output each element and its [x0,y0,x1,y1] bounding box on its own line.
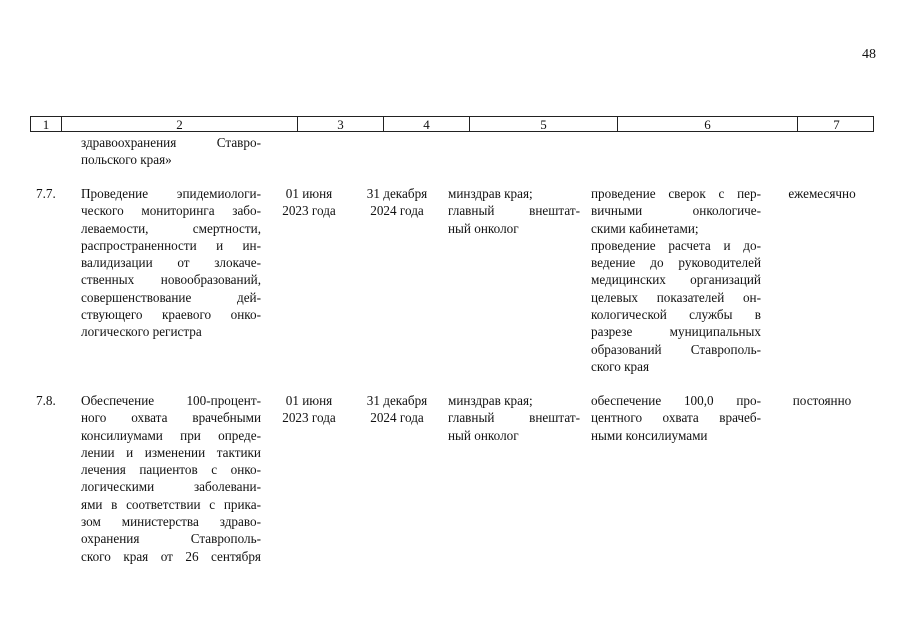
result-line: ского края [591,358,650,374]
start-date-line: 2023 года [282,410,336,426]
result-line: ведение до руководителей [591,255,761,271]
header-col-5: 5 [469,117,617,131]
row-name-line: ческого мониторинга забо- [81,203,261,219]
row-name-line: ственных новообразований, [81,272,261,288]
row-end-date [352,185,442,220]
page-number: 48 [862,47,876,62]
result-line: ными консилиумами [591,427,708,443]
start-date-line: 2023 года [282,203,336,219]
responsible-line: главный внештат- [448,203,580,219]
table-header-row [30,116,874,132]
header-col-4: 4 [383,117,469,131]
row-name-line: Проведение эпидемиологи- [81,186,261,201]
row-start-date [266,185,352,220]
row-frequency: постоянно [792,393,852,408]
result-line: проведение сверок с пер- [591,186,761,201]
row-name-line: ствующего краевого онко- [81,307,261,323]
result-line: обеспечение 100,0 про- [591,393,761,408]
result-line: скими кабинетами; [591,220,699,236]
result-line: медицинских организаций [591,272,761,288]
row-name-line: логическими заболевани- [81,479,261,495]
result-line: проведение расчета и до- [591,237,761,253]
result-line: разрезе муниципальных [591,324,761,340]
row-name-line: совершенствование дей- [81,289,261,305]
row-name-line: ного охвата врачебными [81,410,261,426]
header-col-1: 1 [42,117,50,132]
row-name-line: ями в соответствии с прика- [81,496,261,512]
result-line: центного охвата врачеб- [591,410,761,426]
responsible-line: главный внештат- [448,410,580,426]
end-date-line: 2024 года [370,203,424,219]
row-name-line: распространенности и ин- [81,237,261,253]
row-name-line: ского края от 26 сентября [81,548,261,564]
responsible-line: ный онколог [448,220,519,236]
row-number: 7.7. [36,186,56,201]
row-end-date [352,392,442,427]
row-result [591,185,761,375]
row-number: 7.8. [36,393,56,408]
row-name-line: валидизации от злокаче- [81,255,261,271]
continuation-text [81,134,261,169]
result-line: кологической службы в [591,307,761,323]
header-col-6: 6 [617,117,797,131]
continuation-line: здравоохранения Ставро- [81,135,261,150]
row-responsible [448,392,580,444]
row-frequency: ежемесячно [788,186,856,201]
row-name [81,392,261,565]
row-start-date [266,392,352,427]
result-line: целевых показателей он- [591,289,761,305]
end-date-line: 2024 года [370,410,424,426]
header-col-3: 3 [297,117,383,131]
responsible-line: минздрав края; [448,393,533,408]
row-name-line: лении и изменении тактики [81,444,261,460]
row-name-line: леваемости, смертности, [81,220,261,236]
responsible-line: ный онколог [448,427,519,443]
header-col-7: 7 [797,117,875,131]
row-result [591,392,761,444]
row-responsible [448,185,580,237]
end-date-line: 31 декабря [366,186,428,201]
row-name-line: логического регистра [81,324,202,340]
result-line: вичными онкологиче- [591,203,761,219]
row-name-line: лечения пациентов с онко- [81,462,261,478]
responsible-line: минздрав края; [448,186,533,201]
header-col-2: 2 [61,117,297,131]
continuation-line: польского края» [81,152,172,168]
start-date-line: 01 июня [285,186,333,201]
row-name [81,185,261,341]
row-name-line: зом министерства здраво- [81,514,261,530]
start-date-line: 01 июня [285,393,333,408]
result-line: образований Ставрополь- [591,341,761,357]
row-name-line: консилиумами при опреде- [81,427,261,443]
end-date-line: 31 декабря [366,393,428,408]
row-name-line: Обеспечение 100-процент- [81,393,261,408]
row-name-line: охранения Ставрополь- [81,531,261,547]
